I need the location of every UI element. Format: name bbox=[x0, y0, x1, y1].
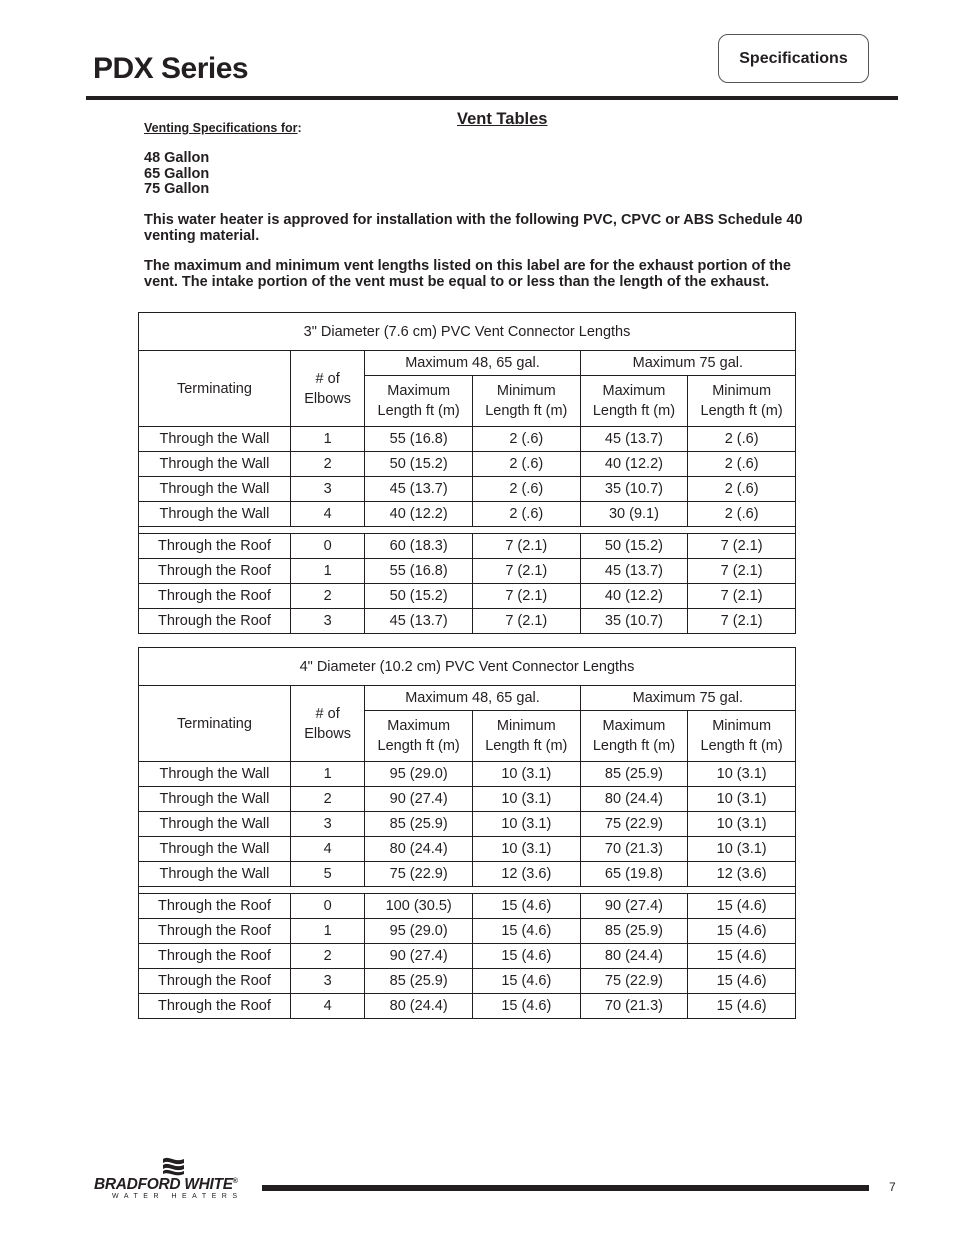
roof-row bbox=[139, 559, 796, 584]
max-48-65-cell: 100 (30.5) bbox=[365, 894, 473, 919]
min-48-65-cell: 7 (2.1) bbox=[472, 609, 580, 634]
min-48-65-cell: 10 (3.1) bbox=[472, 837, 580, 862]
header-terminating: Terminating bbox=[139, 686, 291, 762]
wall-row bbox=[139, 862, 796, 887]
max-48-65-cell: 55 (16.8) bbox=[365, 559, 473, 584]
header-max-length bbox=[580, 711, 688, 762]
specifications-tab: Specifications bbox=[718, 34, 869, 83]
header-min-length bbox=[688, 376, 796, 427]
header-max-length bbox=[580, 376, 688, 427]
header-min-length-text: Minimum Length ft (m) bbox=[700, 383, 783, 419]
roof-row bbox=[139, 609, 796, 634]
max-75-cell: 40 (12.2) bbox=[580, 584, 688, 609]
max-75-cell: 75 (22.9) bbox=[580, 812, 688, 837]
header-elbows bbox=[290, 686, 364, 762]
elbows-cell: 3 bbox=[290, 609, 364, 634]
gallon-size-48: 48 Gallon bbox=[144, 150, 210, 166]
wall-row bbox=[139, 837, 796, 862]
min-75-cell: 15 (4.6) bbox=[688, 894, 796, 919]
min-75-cell: 2 (.6) bbox=[688, 502, 796, 527]
min-48-65-cell: 2 (.6) bbox=[472, 477, 580, 502]
elbows-cell: 4 bbox=[290, 994, 364, 1019]
min-75-cell: 10 (3.1) bbox=[688, 787, 796, 812]
header-min-length-text: Minimum Length ft (m) bbox=[485, 383, 568, 419]
min-48-65-cell: 10 (3.1) bbox=[472, 812, 580, 837]
max-48-65-cell: 55 (16.8) bbox=[365, 427, 473, 452]
table-caption: 4" Diameter (10.2 cm) PVC Vent Connector Lengths bbox=[139, 648, 796, 686]
roof-row bbox=[139, 944, 796, 969]
header-max-length-text: Maximum Length ft (m) bbox=[377, 718, 460, 754]
min-75-cell: 2 (.6) bbox=[688, 477, 796, 502]
elbows-cell: 3 bbox=[290, 969, 364, 994]
max-48-65-cell: 75 (22.9) bbox=[365, 862, 473, 887]
approval-paragraph: This water heater is approved for installation with the following PVC, CPVC or ABS Schedule 40 venting material. bbox=[144, 212, 803, 244]
wall-row bbox=[139, 452, 796, 477]
min-75-cell: 15 (4.6) bbox=[688, 994, 796, 1019]
roof-row bbox=[139, 894, 796, 919]
wall-rows bbox=[139, 427, 796, 527]
venting-for-label bbox=[144, 121, 302, 135]
max-48-65-cell: 50 (15.2) bbox=[365, 584, 473, 609]
max-48-65-cell: 50 (15.2) bbox=[365, 452, 473, 477]
roof-row bbox=[139, 969, 796, 994]
elbows-cell: 2 bbox=[290, 944, 364, 969]
wall-row bbox=[139, 787, 796, 812]
max-48-65-cell: 90 (27.4) bbox=[365, 787, 473, 812]
roof-rows bbox=[139, 894, 796, 1019]
registered-mark: ® bbox=[232, 1177, 238, 1185]
header-max-length bbox=[365, 376, 473, 427]
max-75-cell: 40 (12.2) bbox=[580, 452, 688, 477]
elbows-cell: 1 bbox=[290, 919, 364, 944]
header-divider bbox=[86, 96, 898, 100]
max-48-65-cell: 85 (25.9) bbox=[365, 969, 473, 994]
max-48-65-cell: 90 (27.4) bbox=[365, 944, 473, 969]
venting-for-text: Venting Specifications for bbox=[144, 121, 298, 135]
header-min-length-text: Minimum Length ft (m) bbox=[485, 718, 568, 754]
header-min-length bbox=[688, 711, 796, 762]
max-75-cell: 70 (21.3) bbox=[580, 994, 688, 1019]
min-75-cell: 10 (3.1) bbox=[688, 762, 796, 787]
min-48-65-cell: 7 (2.1) bbox=[472, 534, 580, 559]
terminating-cell: Through the Wall bbox=[139, 502, 291, 527]
min-75-cell: 15 (4.6) bbox=[688, 969, 796, 994]
section-gap bbox=[139, 527, 796, 534]
min-75-cell: 7 (2.1) bbox=[688, 584, 796, 609]
max-48-65-cell: 40 (12.2) bbox=[365, 502, 473, 527]
max-48-65-cell: 45 (13.7) bbox=[365, 477, 473, 502]
min-48-65-cell: 2 (.6) bbox=[472, 502, 580, 527]
terminating-cell: Through the Roof bbox=[139, 894, 291, 919]
min-48-65-cell: 15 (4.6) bbox=[472, 994, 580, 1019]
roof-row bbox=[139, 584, 796, 609]
min-48-65-cell: 2 (.6) bbox=[472, 427, 580, 452]
max-48-65-cell: 45 (13.7) bbox=[365, 609, 473, 634]
wall-rows bbox=[139, 762, 796, 887]
header-elbows-text: # of Elbows bbox=[304, 705, 351, 742]
min-75-cell: 7 (2.1) bbox=[688, 559, 796, 584]
min-48-65-cell: 10 (3.1) bbox=[472, 787, 580, 812]
max-75-cell: 30 (9.1) bbox=[580, 502, 688, 527]
elbows-cell: 2 bbox=[290, 787, 364, 812]
min-75-cell: 15 (4.6) bbox=[688, 944, 796, 969]
page-title: PDX Series bbox=[93, 52, 249, 85]
vent-table-4-inch bbox=[138, 647, 796, 1019]
max-75-cell: 65 (19.8) bbox=[580, 862, 688, 887]
elbows-cell: 1 bbox=[290, 762, 364, 787]
max-75-cell: 80 (24.4) bbox=[580, 787, 688, 812]
footer-divider bbox=[262, 1185, 869, 1191]
header-max-length bbox=[365, 711, 473, 762]
terminating-cell: Through the Wall bbox=[139, 862, 291, 887]
elbows-cell: 1 bbox=[290, 559, 364, 584]
max-75-cell: 35 (10.7) bbox=[580, 477, 688, 502]
terminating-cell: Through the Roof bbox=[139, 584, 291, 609]
page-number: 7 bbox=[889, 1180, 896, 1194]
logo-subtitle: WATER HEATERS bbox=[112, 1193, 243, 1200]
header-elbows-text: # of Elbows bbox=[304, 370, 351, 407]
min-75-cell: 7 (2.1) bbox=[688, 609, 796, 634]
terminating-cell: Through the Wall bbox=[139, 837, 291, 862]
logo-wordmark bbox=[94, 1176, 238, 1194]
min-48-65-cell: 7 (2.1) bbox=[472, 559, 580, 584]
elbows-cell: 3 bbox=[290, 477, 364, 502]
min-75-cell: 12 (3.6) bbox=[688, 862, 796, 887]
header-min-length-text: Minimum Length ft (m) bbox=[700, 718, 783, 754]
table-caption: 3" Diameter (7.6 cm) PVC Vent Connector Lengths bbox=[139, 313, 796, 351]
min-48-65-cell: 2 (.6) bbox=[472, 452, 580, 477]
min-48-65-cell: 15 (4.6) bbox=[472, 969, 580, 994]
max-75-cell: 90 (27.4) bbox=[580, 894, 688, 919]
elbows-cell: 5 bbox=[290, 862, 364, 887]
terminating-cell: Through the Roof bbox=[139, 969, 291, 994]
max-48-65-cell: 85 (25.9) bbox=[365, 812, 473, 837]
terminating-cell: Through the Wall bbox=[139, 762, 291, 787]
max-75-cell: 85 (25.9) bbox=[580, 919, 688, 944]
min-48-65-cell: 12 (3.6) bbox=[472, 862, 580, 887]
header-min-length bbox=[472, 711, 580, 762]
wall-row bbox=[139, 762, 796, 787]
header-group-75: Maximum 75 gal. bbox=[580, 686, 795, 711]
terminating-cell: Through the Roof bbox=[139, 559, 291, 584]
header-group-48-65: Maximum 48, 65 gal. bbox=[365, 686, 580, 711]
elbows-cell: 1 bbox=[290, 427, 364, 452]
elbows-cell: 0 bbox=[290, 534, 364, 559]
min-48-65-cell: 15 (4.6) bbox=[472, 919, 580, 944]
roof-row bbox=[139, 919, 796, 944]
elbows-cell: 2 bbox=[290, 452, 364, 477]
max-75-cell: 45 (13.7) bbox=[580, 427, 688, 452]
header-max-length-text: Maximum Length ft (m) bbox=[592, 718, 676, 754]
min-75-cell: 15 (4.6) bbox=[688, 919, 796, 944]
venting-for-colon: : bbox=[297, 121, 302, 135]
roof-rows bbox=[139, 534, 796, 634]
min-75-cell: 7 (2.1) bbox=[688, 534, 796, 559]
max-75-cell: 50 (15.2) bbox=[580, 534, 688, 559]
header-max-length-text: Maximum Length ft (m) bbox=[592, 383, 676, 419]
min-75-cell: 10 (3.1) bbox=[688, 837, 796, 862]
terminating-cell: Through the Roof bbox=[139, 994, 291, 1019]
max-75-cell: 75 (22.9) bbox=[580, 969, 688, 994]
elbows-cell: 4 bbox=[290, 837, 364, 862]
min-75-cell: 2 (.6) bbox=[688, 427, 796, 452]
min-48-65-cell: 15 (4.6) bbox=[472, 944, 580, 969]
terminating-cell: Through the Roof bbox=[139, 944, 291, 969]
roof-row bbox=[139, 994, 796, 1019]
min-48-65-cell: 7 (2.1) bbox=[472, 584, 580, 609]
min-75-cell: 2 (.6) bbox=[688, 452, 796, 477]
terminating-cell: Through the Wall bbox=[139, 427, 291, 452]
wall-row bbox=[139, 502, 796, 527]
max-48-65-cell: 95 (29.0) bbox=[365, 919, 473, 944]
max-75-cell: 80 (24.4) bbox=[580, 944, 688, 969]
header-elbows bbox=[290, 351, 364, 427]
header-group-48-65: Maximum 48, 65 gal. bbox=[365, 351, 580, 376]
wall-row bbox=[139, 477, 796, 502]
roof-row bbox=[139, 534, 796, 559]
wall-row bbox=[139, 427, 796, 452]
terminating-cell: Through the Roof bbox=[139, 609, 291, 634]
flag-logo-icon bbox=[160, 1155, 190, 1177]
elbows-cell: 2 bbox=[290, 584, 364, 609]
vent-length-paragraph: The maximum and minimum vent lengths listed on this label are for the exhaust portion of the vent. The intake portion of the vent must be equal to or less than the length of the exhaust. bbox=[144, 258, 791, 290]
wall-row bbox=[139, 812, 796, 837]
gallon-size-65: 65 Gallon bbox=[144, 165, 210, 182]
elbows-cell: 0 bbox=[290, 894, 364, 919]
min-48-65-cell: 10 (3.1) bbox=[472, 762, 580, 787]
elbows-cell: 3 bbox=[290, 812, 364, 837]
terminating-cell: Through the Wall bbox=[139, 477, 291, 502]
vent-tables-heading: Vent Tables bbox=[457, 110, 548, 128]
terminating-cell: Through the Wall bbox=[139, 452, 291, 477]
gallon-size-75: 75 Gallon bbox=[144, 181, 210, 197]
terminating-cell: Through the Roof bbox=[139, 919, 291, 944]
max-48-65-cell: 80 (24.4) bbox=[365, 837, 473, 862]
min-75-cell: 10 (3.1) bbox=[688, 812, 796, 837]
gallon-sizes bbox=[144, 151, 209, 198]
header-terminating: Terminating bbox=[139, 351, 291, 427]
logo-word-text: BRADFORD WHITE bbox=[94, 1176, 233, 1193]
terminating-cell: Through the Roof bbox=[139, 534, 291, 559]
max-75-cell: 85 (25.9) bbox=[580, 762, 688, 787]
max-75-cell: 70 (21.3) bbox=[580, 837, 688, 862]
max-48-65-cell: 80 (24.4) bbox=[365, 994, 473, 1019]
max-75-cell: 45 (13.7) bbox=[580, 559, 688, 584]
min-48-65-cell: 15 (4.6) bbox=[472, 894, 580, 919]
max-48-65-cell: 60 (18.3) bbox=[365, 534, 473, 559]
header-group-75: Maximum 75 gal. bbox=[580, 351, 795, 376]
elbows-cell: 4 bbox=[290, 502, 364, 527]
header-min-length bbox=[472, 376, 580, 427]
terminating-cell: Through the Wall bbox=[139, 812, 291, 837]
header-max-length-text: Maximum Length ft (m) bbox=[377, 383, 460, 419]
section-gap bbox=[139, 887, 796, 894]
max-48-65-cell: 95 (29.0) bbox=[365, 762, 473, 787]
vent-table-3-inch bbox=[138, 312, 796, 634]
max-75-cell: 35 (10.7) bbox=[580, 609, 688, 634]
terminating-cell: Through the Wall bbox=[139, 787, 291, 812]
